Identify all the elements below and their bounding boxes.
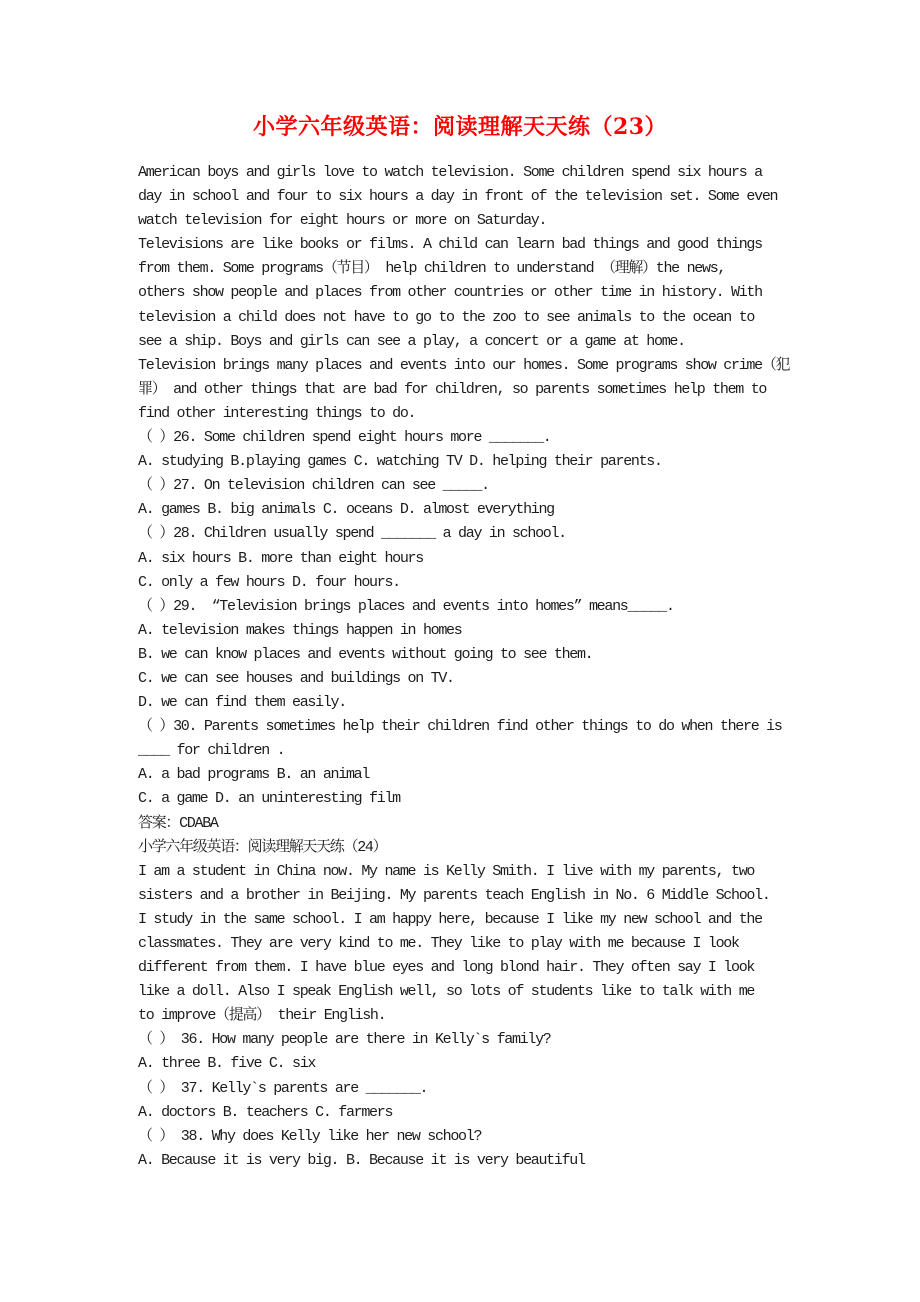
text-line: A. studying B.playing games C. watching TV D. helping their parents.: [138, 453, 662, 471]
text-line: like a doll. Also I speak English well, so lots of students like to talk with me: [138, 983, 755, 1001]
text-line: A. television makes things happen in homes: [138, 621, 462, 639]
text-line: I study in the same school. I am happy here, because I like my new school and the: [138, 910, 762, 928]
text-line: Televisions are like books or films. A child can learn bad things and good things: [138, 236, 762, 254]
text-line: 答案：CDABA: [138, 814, 218, 832]
text-line: American boys and girls love to watch television. Some children spend six hours a: [138, 164, 762, 181]
questions-23: [138, 426, 838, 812]
text-line: Television brings many places and events into our homes. Some programs show crime（犯: [138, 356, 790, 374]
text-line: A. a bad programs B. an animal: [138, 766, 370, 784]
text-line: to improve（提高） their English.: [138, 1007, 386, 1025]
text-line: find other interesting things to do.: [138, 404, 416, 422]
text-line: A. Because it is very big. B. Because it is very beautiful: [138, 1151, 585, 1169]
text-line: （ ）29. “Television brings places and events into homes” means_____.: [138, 597, 674, 615]
text-line: （ ）26. Some children spend eight hours more _______.: [138, 429, 551, 447]
text-line: sisters and a brother in Beijing. My parents teach English in No. 6 Middle School.: [138, 886, 770, 904]
text-line: television a child does not have to go to the zoo to see animals to the ocean to: [138, 308, 755, 326]
questions-24: [138, 1028, 838, 1173]
answer-key-23: [138, 812, 838, 836]
text-line: A. three B. five C. six: [138, 1055, 316, 1073]
passage-23: [138, 161, 838, 426]
text-line: ____ for children .: [138, 742, 285, 760]
text-line: classmates. They are very kind to me. They like to play with me because I look: [138, 935, 739, 952]
text-line: A. doctors B. teachers C. farmers: [138, 1103, 393, 1121]
text-line: C. a game D. an uninteresting film: [138, 790, 400, 808]
text-line: D. we can find them easily.: [138, 694, 346, 712]
text-line: A. games B. big animals C. oceans D. almost everything: [138, 501, 554, 519]
text-line: watch television for eight hours or more on Saturday.: [138, 212, 547, 230]
text-line: （ ）28. Children usually spend _______ a day in school.: [138, 525, 566, 543]
text-line: （ ）27. On television children can see _____.: [138, 477, 489, 495]
text-line: I am a student in China now. My name is Kelly Smith. I live with my parents, two: [138, 862, 755, 880]
passage-24: [138, 860, 838, 1029]
text-line: day in school and four to six hours a day in front of the television set. Some even: [138, 188, 778, 206]
text-line: （ ） 36. How many people are there in Kelly`s family?: [138, 1031, 551, 1049]
section-24-header: [138, 836, 838, 860]
text-line: C. we can see houses and buildings on TV.: [138, 669, 454, 687]
document-body: [138, 161, 838, 1173]
text-line: others show people and places from other countries or other time in history. With: [138, 284, 762, 302]
text-line: different from them. I have blue eyes and long blond hair. They often say I look: [138, 959, 755, 977]
page-title: 小学六年级英语：阅读理解天天练（23）: [252, 114, 668, 140]
text-line: （ ）30. Parents sometimes help their children find other things to do when there is: [138, 718, 782, 736]
text-line: （ ） 37. Kelly`s parents are _______.: [138, 1079, 428, 1097]
text-line: B. we can know places and events without going to see them.: [138, 645, 593, 663]
text-line: 罪） and other things that are bad for children, so parents sometimes help them to: [138, 380, 767, 398]
text-line: 小学六年级英语：阅读理解天天练（24）: [138, 838, 387, 856]
text-line: see a ship. Boys and girls can see a play, a concert or a game at home.: [138, 332, 685, 350]
text-line: C. only a few hours D. four hours.: [138, 573, 400, 591]
text-line: A. six hours B. more than eight hours: [138, 549, 423, 567]
text-line: from them. Some programs（节目） help children to understand （理解）the news,: [138, 260, 726, 278]
text-line: （ ） 38. Why does Kelly like her new school?: [138, 1127, 482, 1145]
